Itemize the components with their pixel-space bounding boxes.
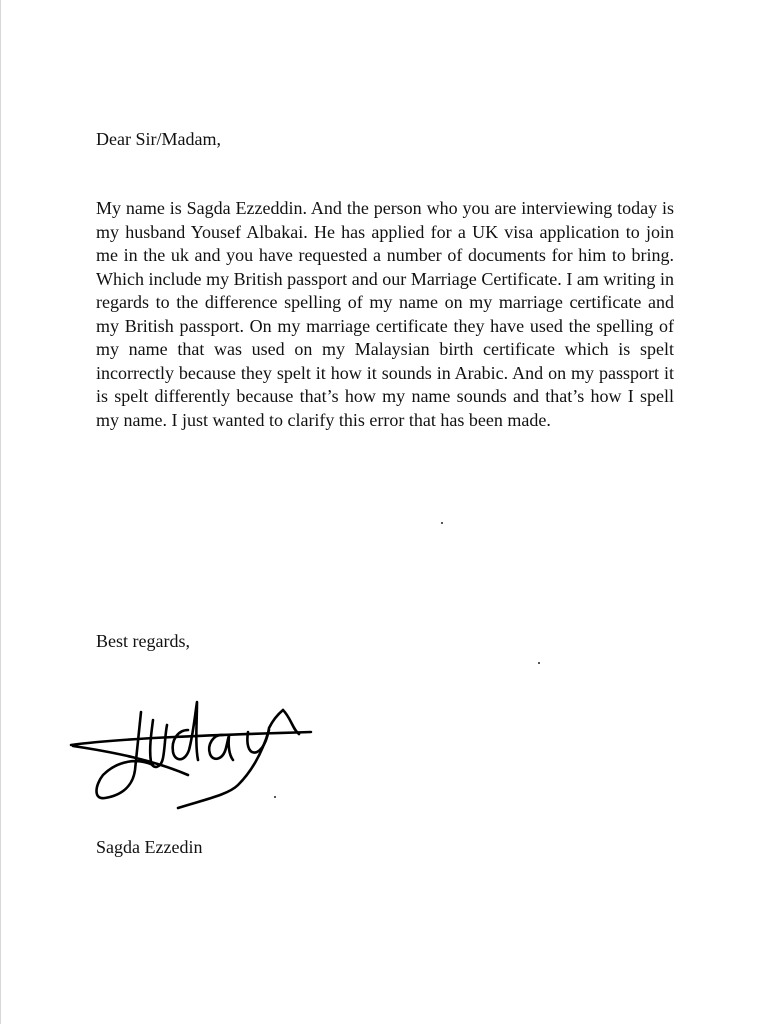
stray-mark: [538, 662, 540, 664]
stray-mark: [274, 796, 276, 798]
handwritten-signature-icon: [63, 690, 333, 815]
letter-body: My name is Sagda Ezzeddin. And the person who you are interviewing today is my husband Yousef Albakai. He has applied for a UK visa application to join me in the uk and you have requested a number of documents for him to bring. Which include my British passport and our Marriage Certificate. I am writing in regards to the difference spelling of my name on my marriage certificate and my British passport. On my marriage certificate they have used the spelling of my name that was used on my Malaysian birth certificate which is spelt incorrectly because they spelt it how it sounds in Arabic. And on my passport it is spelt differently because that’s how my name sounds and that’s how I spell my name. I just wanted to clarify this error that has been made.: [96, 198, 674, 430]
salutation: Dear Sir/Madam,: [96, 129, 221, 149]
printed-name: Sagda Ezzedin: [96, 837, 203, 857]
closing: Best regards,: [96, 631, 190, 651]
stray-mark: [441, 522, 443, 524]
